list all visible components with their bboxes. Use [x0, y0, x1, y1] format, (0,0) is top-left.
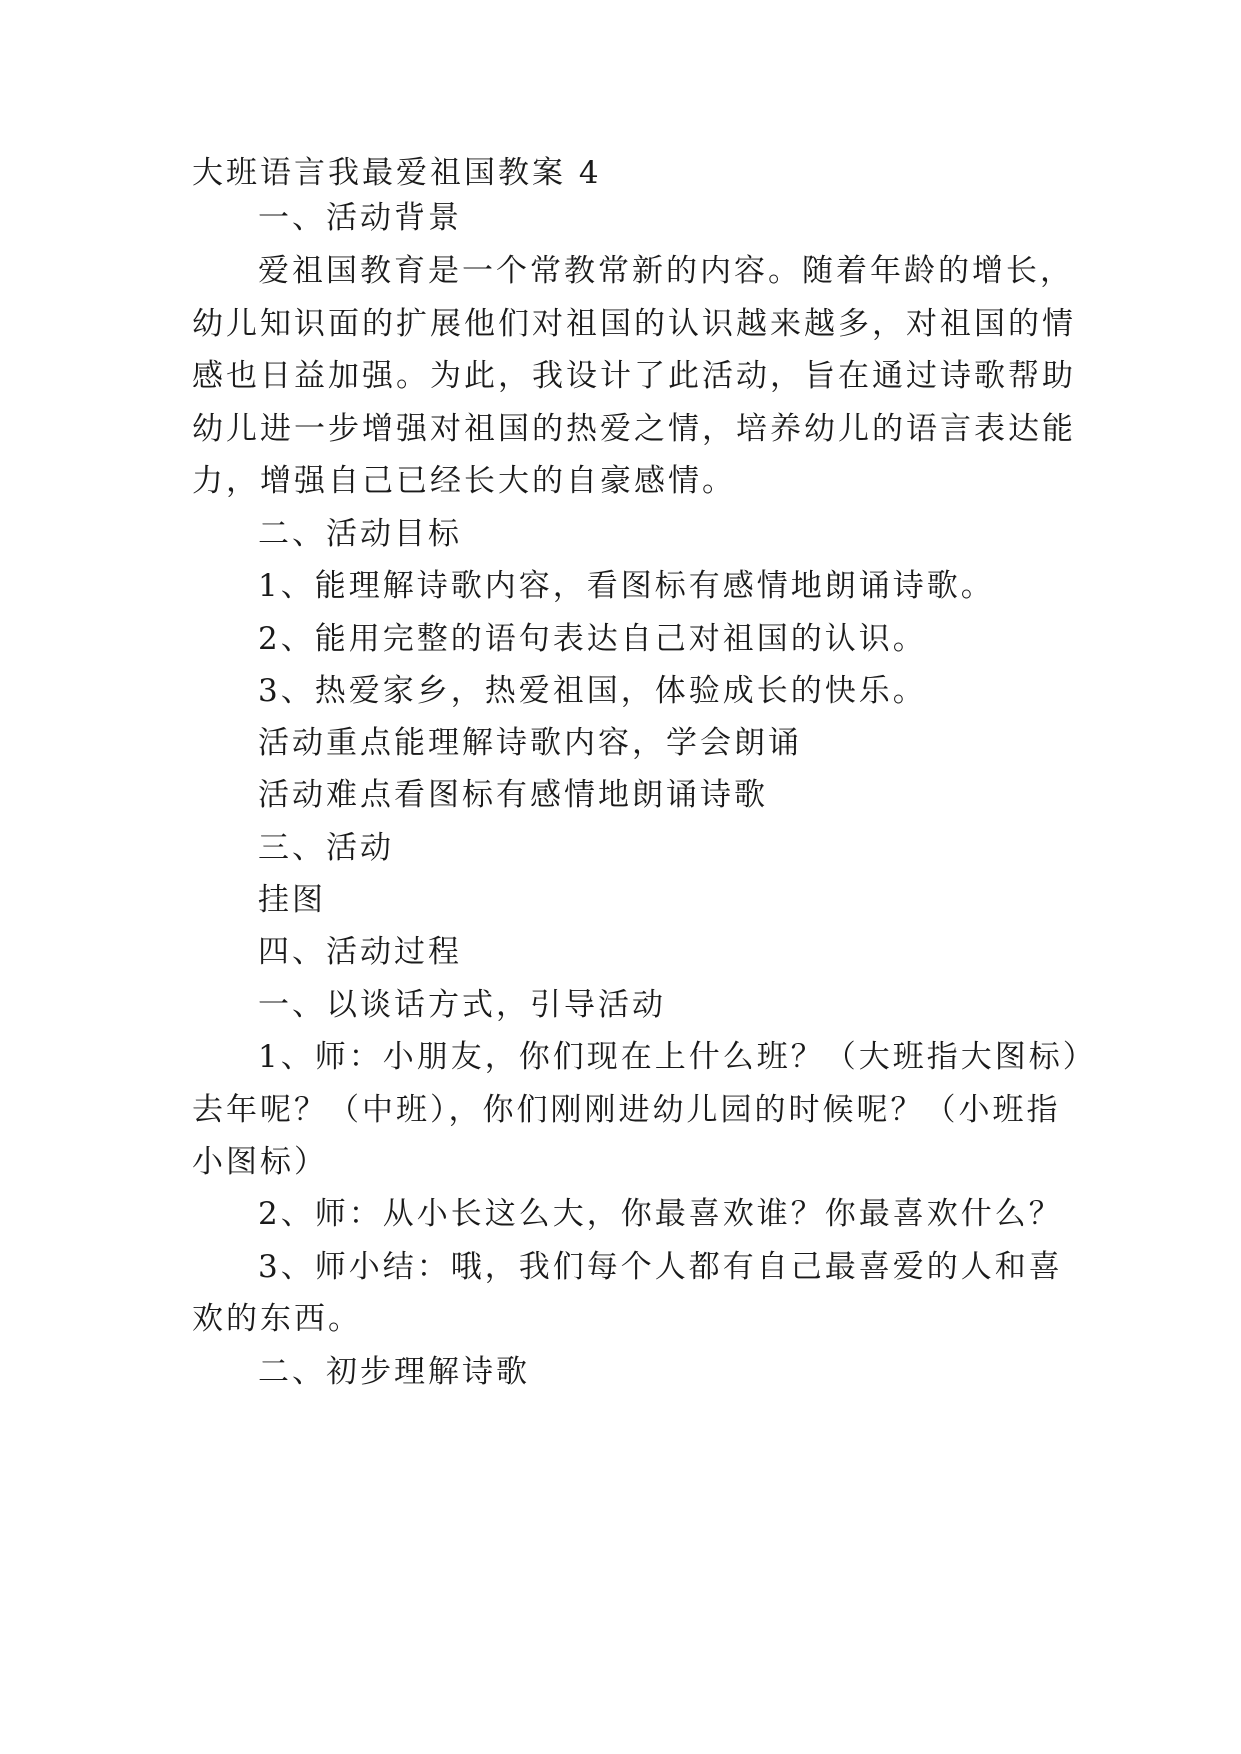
section-heading: 一、活动背景 — [258, 200, 462, 236]
paragraph-line: 活动难点看图标有感情地朗诵诗歌 — [258, 777, 768, 813]
paragraph-line: 小图标） — [192, 1144, 328, 1180]
section-heading: 三、活动 — [258, 830, 394, 866]
paragraph-line: 活动重点能理解诗歌内容，学会朗诵 — [258, 725, 802, 761]
paragraph-line: 幼儿进一步增强对祖国的热爱之情，培养幼儿的语言表达能 — [192, 411, 1076, 447]
paragraph-line: 感也日益加强。为此，我设计了此活动，旨在通过诗歌帮助 — [192, 358, 1076, 394]
document-title: 大班语言我最爱祖国教案 4 — [192, 155, 602, 191]
list-item: 2、师：从小长这么大，你最喜欢谁？你最喜欢什么？ — [258, 1196, 1063, 1232]
paragraph-line: 挂图 — [258, 882, 326, 918]
list-item: 3、师小结：哦，我们每个人都有自己最喜爱的人和喜 — [258, 1249, 1063, 1285]
subsection-heading: 二、初步理解诗歌 — [258, 1354, 530, 1390]
paragraph-line: 力，增强自己已经长大的自豪感情。 — [192, 463, 736, 499]
paragraph-line: 去年呢？（中班），你们刚刚进幼儿园的时候呢？（小班指 — [192, 1092, 1061, 1128]
paragraph-line: 欢的东西。 — [192, 1301, 362, 1337]
list-item: 3、热爱家乡，热爱祖国，体验成长的快乐。 — [258, 673, 927, 709]
list-item: 1、能理解诗歌内容，看图标有感情地朗诵诗歌。 — [258, 568, 995, 604]
paragraph-line: 幼儿知识面的扩展他们对祖国的认识越来越多，对祖国的情 — [192, 306, 1076, 342]
paragraph-line: 爱祖国教育是一个常教常新的内容。随着年龄的增长， — [258, 253, 1074, 289]
list-item: 1、师：小朋友，你们现在上什么班？（大班指大图标） — [258, 1039, 1097, 1075]
subsection-heading: 一、以谈话方式，引导活动 — [258, 987, 666, 1023]
section-heading: 二、活动目标 — [258, 516, 462, 552]
section-heading: 四、活动过程 — [258, 934, 462, 970]
list-item: 2、能用完整的语句表达自己对祖国的认识。 — [258, 621, 927, 657]
